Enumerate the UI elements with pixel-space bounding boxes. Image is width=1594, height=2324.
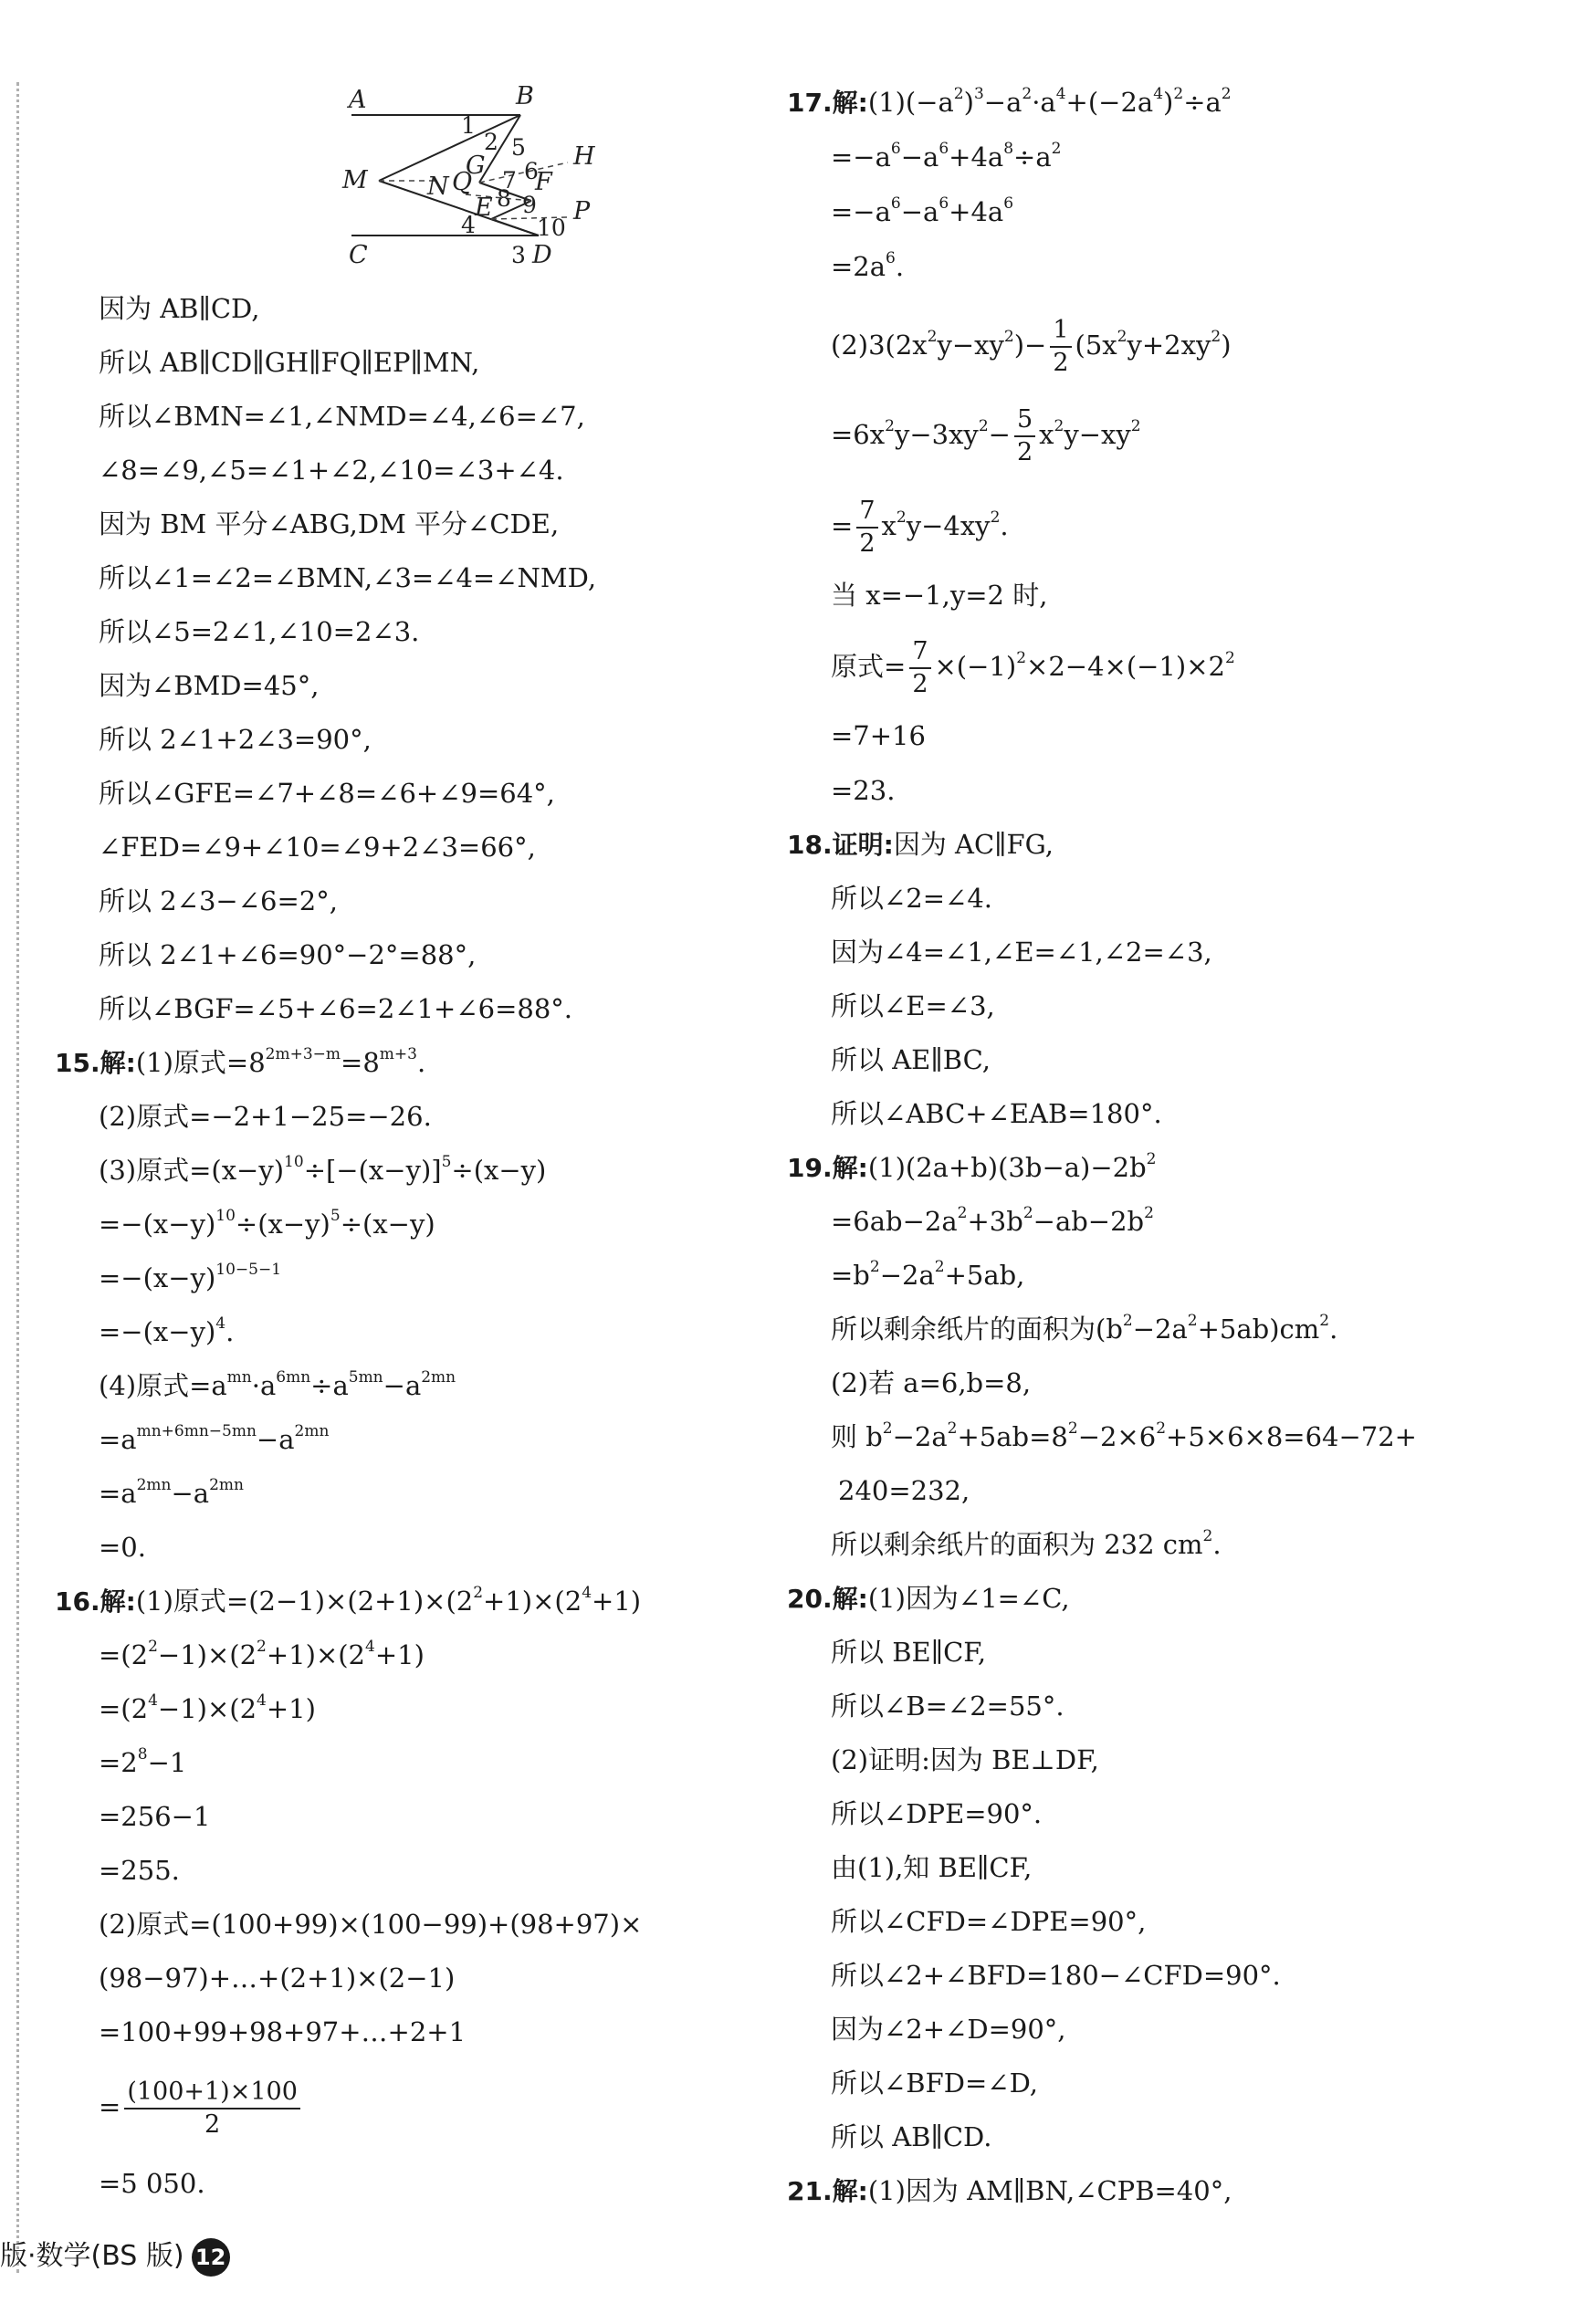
question-number: 19. xyxy=(787,1153,833,1183)
exponent: 2mn xyxy=(136,1476,172,1494)
exponent: 2 xyxy=(1051,140,1062,158)
exponent: 2 xyxy=(1022,85,1033,103)
question-label: 解: xyxy=(832,1153,868,1183)
fraction-denominator: 2 xyxy=(1053,349,1069,377)
q17-line-10: =7+16 xyxy=(831,720,926,751)
exponent: 10 xyxy=(215,1207,236,1225)
math: −a xyxy=(256,1424,295,1455)
figure-point-c: C xyxy=(349,241,368,269)
math: ) xyxy=(1163,87,1174,118)
math: ÷(x−y) xyxy=(340,1209,435,1240)
math: −2a xyxy=(1132,1314,1188,1345)
figure-point-b: B xyxy=(516,82,534,110)
q16-line-10 xyxy=(55,2074,304,2140)
figure-angle-5: 5 xyxy=(511,134,526,161)
math: . xyxy=(1329,1314,1338,1345)
text-line: 因为∠BMD=45°, xyxy=(99,670,320,701)
math: (2)3(2x xyxy=(831,330,928,361)
exponent: mn xyxy=(226,1368,252,1387)
exponent: 2 xyxy=(1117,328,1127,346)
question-label: 解: xyxy=(100,1586,136,1617)
math: −a xyxy=(900,196,939,227)
math: (1)因为 AM∥BN,∠CPB=40°, xyxy=(867,2175,1232,2206)
figure-point-d: D xyxy=(532,241,552,269)
q20-line-11: 所以 AB∥CD. xyxy=(831,2121,992,2152)
math: −2a xyxy=(892,1421,948,1452)
fraction-denominator: 2 xyxy=(1016,438,1033,466)
q16-line-7: (2)原式=(100+99)×(100−99)+(98+97)× xyxy=(99,1909,643,1940)
fraction-numerator: 7 xyxy=(909,636,930,669)
math: ) xyxy=(963,87,974,118)
q18-line-6: 所以∠ABC+∠EAB=180°. xyxy=(831,1098,1162,1129)
text-line: ∠8=∠9,∠5=∠1+∠2,∠10=∠3+∠4. xyxy=(99,455,564,486)
exponent: 4 xyxy=(148,1691,158,1710)
figure-point-e: E xyxy=(475,194,493,222)
text-line: 所以 2∠3−∠6=2°, xyxy=(99,885,338,916)
exponent: 2 xyxy=(947,1419,958,1438)
exponent: 2 xyxy=(957,1204,968,1222)
question-number: 17. xyxy=(787,88,833,118)
text-line: 所以∠BMN=∠1,∠NMD=∠4,∠6=∠7, xyxy=(99,401,585,432)
exponent: 2 xyxy=(882,1419,893,1438)
exponent: 8 xyxy=(137,1745,148,1764)
math: y−3xy xyxy=(894,419,979,450)
figure-point-q: Q xyxy=(452,168,473,196)
math: 原式= xyxy=(831,651,907,682)
question-number: 21. xyxy=(787,2176,833,2206)
q20-line-10: 所以∠BFD=∠D, xyxy=(831,2068,1039,2099)
segment-bm xyxy=(379,115,520,181)
math: − xyxy=(988,419,1011,450)
math: 因为 AC∥FG, xyxy=(893,829,1054,860)
text-line: 所以∠5=2∠1,∠10=2∠3. xyxy=(99,616,420,647)
question-number: 18. xyxy=(787,830,833,860)
exponent: 6mn xyxy=(276,1368,311,1387)
fraction-numerator: (100+1)×100 xyxy=(124,2077,300,2109)
exponent: 6 xyxy=(886,249,896,267)
math: −a xyxy=(900,141,939,173)
exponent: 6 xyxy=(939,194,949,213)
figure-angle-4: 4 xyxy=(461,212,476,238)
math: (1)(−a xyxy=(867,87,954,118)
q18-line-4: 所以∠E=∠3, xyxy=(831,990,995,1021)
exponent: mn+6mn−5mn xyxy=(136,1422,257,1440)
q17-line-3 xyxy=(787,194,1013,230)
q15-line-6 xyxy=(55,1314,234,1350)
q17-line-7 xyxy=(787,493,1009,559)
math: −a xyxy=(983,87,1022,118)
figure-angle-9: 9 xyxy=(522,192,537,218)
fraction xyxy=(909,636,930,700)
figure-angle-10: 10 xyxy=(537,215,566,241)
math: =(2 xyxy=(99,1693,149,1724)
q17-line-2 xyxy=(787,139,1061,175)
q15-line-2: (2)原式=−2+1−25=−26. xyxy=(99,1101,432,1132)
math: ·a xyxy=(1032,87,1056,118)
figure-angle-3: 3 xyxy=(511,242,526,268)
text-line: 所以 2∠1+∠6=90°−2°=88°, xyxy=(99,939,477,970)
text-line: 因为 AB∥CD, xyxy=(99,293,260,324)
exponent: 2 xyxy=(1211,328,1222,346)
figure-point-g: G xyxy=(466,152,486,180)
math: =−(x−y) xyxy=(99,1209,216,1240)
text-line: 所以∠GFE=∠7+∠8=∠6+∠9=64°, xyxy=(99,778,555,809)
q17-line-11: =23. xyxy=(831,775,896,806)
math: +(−2a xyxy=(1065,87,1154,118)
math: ÷(x−y) xyxy=(451,1155,547,1186)
math: +1) xyxy=(592,1586,642,1617)
q20-line-8: 所以∠2+∠BFD=180−∠CFD=90°. xyxy=(831,1960,1281,1991)
q16-line-2 xyxy=(55,1637,425,1673)
math: = xyxy=(831,510,854,541)
question-label: 解: xyxy=(832,2176,868,2206)
math: 则 b xyxy=(831,1421,883,1452)
exponent: 2 xyxy=(1016,649,1027,667)
figure-angle-1: 1 xyxy=(461,112,476,139)
math: ÷a xyxy=(310,1370,349,1401)
math: . xyxy=(1212,1529,1222,1560)
math: =−(x−y) xyxy=(99,1262,216,1293)
math: −2a xyxy=(879,1260,935,1291)
math: =−a xyxy=(831,196,891,227)
question-label: 证明: xyxy=(832,830,894,860)
math: +5ab, xyxy=(944,1260,1025,1291)
q20-line-4: (2)证明:因为 BE⊥DF, xyxy=(831,1744,1099,1775)
text-line: 所以 2∠1+2∠3=90°, xyxy=(99,724,372,755)
exponent: 2 xyxy=(1187,1312,1198,1330)
math: =−a xyxy=(831,141,891,173)
q15-line-10: =0. xyxy=(99,1532,146,1563)
math: 所以剩余纸片的面积为 232 cm xyxy=(831,1529,1203,1560)
q17-line-4 xyxy=(787,248,904,285)
exponent: 3 xyxy=(973,85,984,103)
exponent: 2 xyxy=(1067,1419,1078,1438)
question-label: 解: xyxy=(832,1584,868,1614)
math: y+2xy xyxy=(1127,330,1211,361)
q15-line-1 xyxy=(55,1044,425,1081)
q18-line-5: 所以 AE∥BC, xyxy=(831,1044,991,1075)
text-line: 所以∠BGF=∠5+∠6=2∠1+∠6=88°. xyxy=(99,993,572,1024)
math: ÷(x−y) xyxy=(235,1209,330,1240)
q15-line-8 xyxy=(55,1421,329,1458)
math: (5x xyxy=(1075,330,1117,361)
math: =2 xyxy=(99,1747,138,1778)
exponent: 2 xyxy=(896,508,907,527)
fraction-denominator: 2 xyxy=(912,670,928,698)
exponent: 2 xyxy=(1130,417,1141,435)
figure-angle-8: 8 xyxy=(497,185,511,212)
question-label: 解: xyxy=(100,1048,136,1078)
math: +1) xyxy=(374,1639,425,1670)
exponent: 2 xyxy=(934,1258,945,1276)
fraction-denominator: 2 xyxy=(204,2110,221,2139)
text-line: 所以 AB∥CD∥GH∥FQ∥EP∥MN, xyxy=(99,347,480,378)
figure-angle-7: 7 xyxy=(502,167,517,194)
question-number: 16. xyxy=(55,1586,100,1617)
q20-line-3: 所以∠B=∠2=55°. xyxy=(831,1691,1064,1722)
math: ) xyxy=(1221,330,1232,361)
text-line: 因为 BM 平分∠ABG,DM 平分∠CDE, xyxy=(99,508,560,539)
math: +1)×(2 xyxy=(266,1639,366,1670)
math: ÷a xyxy=(1013,141,1052,173)
math: )− xyxy=(1013,330,1047,361)
q20-line-9: 因为∠2+∠D=90°, xyxy=(831,2014,1066,2045)
q19-line-4 xyxy=(787,1311,1337,1347)
exponent: 2 xyxy=(1202,1527,1213,1545)
exponent: 10−5−1 xyxy=(215,1261,282,1279)
exponent: 2 xyxy=(869,1258,880,1276)
math: −a xyxy=(383,1370,422,1401)
math: x xyxy=(1039,419,1054,450)
figure-point-n: N xyxy=(427,173,449,201)
exponent: 4 xyxy=(257,1691,267,1710)
figure-point-m: M xyxy=(342,166,368,194)
q20-line-1 xyxy=(787,1580,1070,1617)
math: +5ab)cm xyxy=(1197,1314,1320,1345)
math: =6ab−2a xyxy=(831,1206,958,1237)
q18-line-1 xyxy=(787,826,1054,863)
page-footer xyxy=(0,2235,230,2278)
math: =(2 xyxy=(99,1639,149,1670)
math: y−4xy xyxy=(906,510,991,541)
math: ÷a xyxy=(1183,87,1222,118)
exponent: 2 xyxy=(148,1638,158,1656)
q21-line-1 xyxy=(787,2172,1232,2209)
math: y−xy xyxy=(937,330,1004,361)
q17-line-1 xyxy=(787,84,1232,120)
exponent: 2 xyxy=(1146,1150,1157,1168)
exponent: 6 xyxy=(939,140,949,158)
exponent: 2 xyxy=(927,328,938,346)
q16-line-9: =100+99+98+97+…+2+1 xyxy=(99,2016,467,2047)
exponent: 4 xyxy=(215,1314,226,1333)
exponent: 6 xyxy=(890,140,901,158)
exponent: 2mn xyxy=(421,1368,456,1387)
exponent: 4 xyxy=(1055,85,1066,103)
q16-line-1 xyxy=(55,1583,641,1619)
math: ÷[−(x−y)] xyxy=(303,1155,442,1186)
text-line: 所以∠1=∠2=∠BMN,∠3=∠4=∠NMD, xyxy=(99,562,597,593)
figure-angle-2: 2 xyxy=(484,129,498,155)
exponent: 2 xyxy=(1122,1312,1133,1330)
q18-line-2: 所以∠2=∠4. xyxy=(831,883,993,914)
q19-line-8 xyxy=(787,1526,1222,1563)
math: = xyxy=(99,2091,121,2122)
math: . xyxy=(895,251,905,282)
geometry-figure xyxy=(329,80,603,272)
q19-line-7: 240=232, xyxy=(838,1475,970,1506)
math: −ab−2b xyxy=(1033,1206,1145,1237)
q17-line-5 xyxy=(787,312,1232,378)
q16-line-6: =255. xyxy=(99,1855,180,1886)
q16-line-4 xyxy=(55,1744,186,1781)
figure-point-p: P xyxy=(573,197,591,225)
math: (1)(2a+b)(3b−a)−2b xyxy=(867,1152,1147,1183)
q17-line-9 xyxy=(787,633,1235,699)
exponent: 6 xyxy=(890,194,901,213)
exponent: 2 xyxy=(1022,1204,1033,1222)
q19-line-5: (2)若 a=6,b=8, xyxy=(831,1367,1032,1398)
q18-line-3: 因为∠4=∠1,∠E=∠1,∠2=∠3, xyxy=(831,937,1212,968)
exponent: 2 xyxy=(1319,1312,1330,1330)
exponent: m+3 xyxy=(379,1045,417,1063)
figure-point-f: F xyxy=(535,168,552,196)
math: +1)×(2 xyxy=(483,1586,582,1617)
fraction xyxy=(1014,404,1035,468)
q15-line-9 xyxy=(55,1475,244,1512)
math: −a xyxy=(171,1478,210,1509)
math: (1)原式=(2−1)×(2+1)×(2 xyxy=(135,1586,474,1617)
q20-line-7: 所以∠CFD=∠DPE=90°, xyxy=(831,1906,1147,1937)
exponent: 2 xyxy=(978,417,989,435)
question-number: 15. xyxy=(55,1048,100,1078)
figure-angle-6: 6 xyxy=(524,158,539,184)
exponent: 2mn xyxy=(209,1476,244,1494)
footer-text: 版·数学(BS 版) xyxy=(0,2240,184,2272)
math: (3)原式=(x−y) xyxy=(99,1155,285,1186)
math: =2a xyxy=(831,251,886,282)
math: =a xyxy=(99,1478,137,1509)
math: =−(x−y) xyxy=(99,1316,216,1347)
page-number-badge: 12 xyxy=(192,2238,230,2277)
exponent: 2 xyxy=(1054,417,1064,435)
exponent: 2 xyxy=(257,1638,267,1656)
exponent: 2 xyxy=(885,417,895,435)
math: (4)原式=a xyxy=(99,1370,227,1401)
figure-point-a: A xyxy=(349,86,367,114)
q19-line-2 xyxy=(787,1203,1154,1240)
q15-line-4 xyxy=(55,1206,435,1242)
exponent: 2 xyxy=(1224,649,1235,667)
exponent: 10 xyxy=(284,1153,304,1171)
exponent: 4 xyxy=(365,1638,375,1656)
math: =6x xyxy=(831,419,886,450)
exponent: 2 xyxy=(1003,328,1014,346)
math: ·a xyxy=(251,1370,277,1401)
text-line: ∠FED=∠9+∠10=∠9+2∠3=66°, xyxy=(99,832,536,863)
math: . xyxy=(225,1316,235,1347)
left-margin-dashed-line xyxy=(16,82,19,2273)
q17-line-8: 当 x=−1,y=2 时, xyxy=(831,580,1048,611)
math: 所以剩余纸片的面积为(b xyxy=(831,1314,1123,1345)
fraction xyxy=(124,2077,300,2141)
fraction xyxy=(1050,315,1071,379)
q16-line-3 xyxy=(55,1691,316,1727)
math: =a xyxy=(99,1424,137,1455)
q15-line-7 xyxy=(55,1367,456,1404)
question-number: 20. xyxy=(787,1584,833,1614)
exponent: 2 xyxy=(473,1584,484,1602)
math: (1)原式=8 xyxy=(135,1047,266,1078)
exponent: 4 xyxy=(582,1584,593,1602)
exponent: 5 xyxy=(441,1153,452,1171)
exponent: 8 xyxy=(1003,140,1014,158)
exponent: 2 xyxy=(953,85,964,103)
math: +5×6×8=64−72+ xyxy=(1166,1421,1417,1452)
segment-ed xyxy=(491,219,539,236)
q20-line-5: 所以∠DPE=90°. xyxy=(831,1798,1043,1829)
math: −2×6 xyxy=(1077,1421,1157,1452)
math: +1) xyxy=(266,1693,316,1724)
exponent: 6 xyxy=(1003,194,1014,213)
q16-line-5: =256−1 xyxy=(99,1801,211,1832)
math: =b xyxy=(831,1260,870,1291)
math: ×(−1) xyxy=(934,651,1017,682)
math: −1)×(2 xyxy=(157,1639,257,1670)
q20-line-2: 所以 BE∥CF, xyxy=(831,1637,987,1668)
exponent: 2mn xyxy=(294,1422,330,1440)
math: ×2−4×(−1)×2 xyxy=(1026,651,1225,682)
math: . xyxy=(416,1047,426,1078)
exponent: 2m+3−m xyxy=(265,1045,341,1063)
q17-line-6 xyxy=(787,402,1141,467)
math: +5ab=8 xyxy=(957,1421,1068,1452)
exponent: 4 xyxy=(1153,85,1164,103)
fraction xyxy=(856,496,877,560)
exponent: 5 xyxy=(330,1207,341,1225)
q20-line-6: 由(1),知 BE∥CF, xyxy=(831,1852,1033,1883)
exponent: 2 xyxy=(1221,85,1232,103)
math: +4a xyxy=(949,141,1004,173)
math: =8 xyxy=(341,1047,380,1078)
figure-point-h: H xyxy=(573,142,595,171)
fraction-numerator: 7 xyxy=(856,496,877,529)
math: (1)因为∠1=∠C, xyxy=(867,1583,1070,1614)
math: +3b xyxy=(967,1206,1023,1237)
exponent: 5mn xyxy=(348,1368,383,1387)
fraction-numerator: 1 xyxy=(1050,315,1071,348)
question-label: 解: xyxy=(832,88,868,118)
q19-line-1 xyxy=(787,1149,1157,1186)
fraction-denominator: 2 xyxy=(859,529,876,558)
q16-line-8: (98−97)+…+(2+1)×(2−1) xyxy=(99,1963,456,1994)
q19-line-6 xyxy=(787,1418,1417,1455)
exponent: 2 xyxy=(1173,85,1184,103)
math: −1 xyxy=(147,1747,187,1778)
q15-line-5 xyxy=(55,1260,281,1296)
q19-line-3 xyxy=(787,1257,1024,1293)
exponent: 2 xyxy=(990,508,1001,527)
exponent: 2 xyxy=(1144,1204,1154,1222)
math: +4a xyxy=(949,196,1004,227)
math: . xyxy=(1000,510,1009,541)
math: −1)×(2 xyxy=(157,1693,257,1724)
math: x xyxy=(881,510,897,541)
q15-line-3 xyxy=(55,1152,546,1188)
exponent: 2 xyxy=(1156,1419,1167,1438)
q16-line-11: =5 050. xyxy=(99,2168,205,2199)
fraction-numerator: 5 xyxy=(1014,404,1035,437)
math: y−xy xyxy=(1064,419,1131,450)
